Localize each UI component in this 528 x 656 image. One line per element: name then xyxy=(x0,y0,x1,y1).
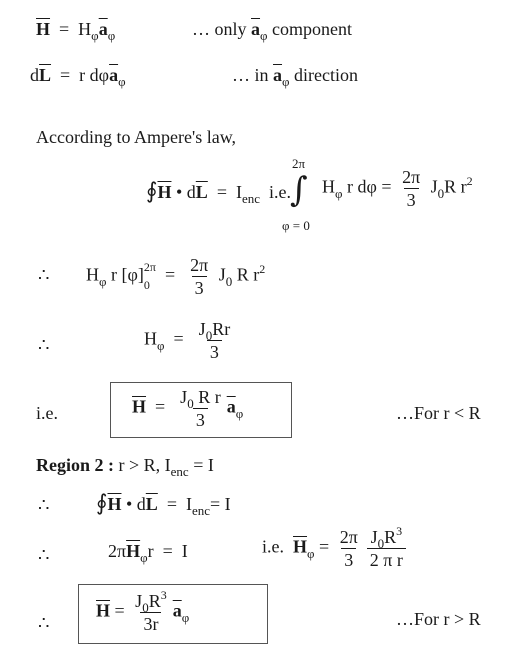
eq-integral-rhs: $H_\varphi$ r dφ = $\frac{2\pi}{3}$ $J_0R$ $r^2$ xyxy=(322,167,473,210)
integral-sign: ∫ xyxy=(290,170,308,210)
eq-ampere-region2: $∮\overline{H}$ • $d\overline{L} = I_{enc}= I$ xyxy=(96,490,231,518)
therefore-symbol: ∴ xyxy=(38,265,50,285)
eq-h-inside: $\overline{H}$ = $\frac{J_0 R r}{3}$ $\overline{a}_\varphi$ xyxy=(132,387,244,430)
integral-lower-limit: φ = 0 xyxy=(282,218,310,233)
region2-label: Region 2 : xyxy=(36,455,114,475)
therefore-symbol: ∴ xyxy=(38,495,50,515)
eq-dl-definition: $d\overline{L} = r$ $d\varphi\overline{a}_\varphi$ xyxy=(30,65,126,89)
integral-upper-limit: 2π xyxy=(292,156,306,171)
note-only-a-phi: … only $\overline{a}_\varphi$ component xyxy=(192,19,353,43)
note-for-r-gt-R: …For r > R xyxy=(396,609,481,629)
ie-label: i.e. xyxy=(36,403,58,423)
eq-h-definition: $\overline{H} = H_\varphi\overline{a}_\varphi$ xyxy=(36,19,116,43)
region2-eq: = I xyxy=(188,455,214,475)
therefore-symbol: ∴ xyxy=(38,613,50,633)
ampere-intro: According to Ampere's law, xyxy=(36,127,237,147)
eq-ampere-integral: $∮\overline{H}$ • $d\overline{L} = I_{enc}$ i.e. xyxy=(146,178,292,206)
eq-h-phi-result: $H_\varphi$ = $\frac{J_0Rr}{3}$ xyxy=(144,319,231,362)
region2-condition: r > R, I xyxy=(118,455,171,475)
note-for-r-lt-R: …For r < R xyxy=(396,403,481,423)
region2-enc: enc xyxy=(170,464,189,479)
note-a-phi-direction: … in $\overline{a}_\varphi$ direction xyxy=(232,65,359,89)
therefore-symbol: ∴ xyxy=(38,545,50,565)
eq-2pi-h-r: $2\pi\overline{H}_\varphi r = I$ xyxy=(108,541,188,565)
eq-evaluated-integral: $H_\varphi$ r [φ] 2π 0 = $\frac{2\pi}{3}$ $J_0$ R $r^2$ xyxy=(86,255,266,298)
region2-heading xyxy=(36,455,214,479)
therefore-symbol: ∴ xyxy=(38,335,50,355)
eq-h-outside: $\overline{H}$ = $\frac{J_0R^3}{3r}$ $\overline{a}_\varphi$ xyxy=(96,588,190,634)
eq-h-phi-outside: i.e. $\overline{H}_\varphi$ = $\frac{2\pi}{3}$ $\frac{J_0R^3}{\text{2 π r}}$ xyxy=(262,528,409,569)
